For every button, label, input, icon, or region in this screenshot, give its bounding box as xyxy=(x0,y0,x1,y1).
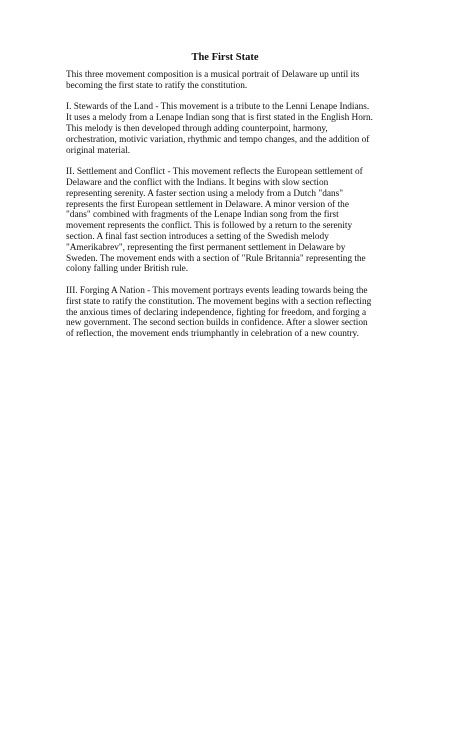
intro-paragraph: This three movement composition is a musical portrait of Delaware up until its becoming the first state to ratify the constitution. xyxy=(66,70,360,91)
document-body xyxy=(66,70,396,351)
movement-2-paragraph: II. Settlement and Conflict - This movement reflects the European settlement of Delaware and the conflict with the Indians. It begins with slow section representing serenity. A faster section using a melody from a Dutch "dans" represents the first European settlement in Delaware. A minor version of the "dans" combined with fragments of the Lenape Indian song from the first movement represents the conflict. This is followed by a return to the serenity section. A final fast section introduces a setting of the Swedish melody "Amerikabrev", representing the first permanent settlement in Delaware by Sweden. The movement ends with a section of "Rule Britannia" representing the colony falling under British rule. xyxy=(66,167,366,275)
movement-3-paragraph: III. Forging A Nation - This movement portrays events leading towards being the first state to ratify the constitution. The movement begins with a section reflecting the anxious times of declaring independence, fighting for freedom, and forging a new government. The second section builds in confidence. After a slower section of reflection, the movement ends triumphantly in celebration of a new country. xyxy=(66,285,372,340)
document-title: The First State xyxy=(191,52,259,63)
movement-1-paragraph: I. Stewards of the Land - This movement is a tribute to the Lenni Lenape Indians. It uses a melody from a Lenape Indian song that is first stated in the English Horn. This melody is then developed through adding counterpoint, harmony, orchestration, motivic variation, rhythmic and tempo changes, and the addition of original material. xyxy=(66,102,373,156)
